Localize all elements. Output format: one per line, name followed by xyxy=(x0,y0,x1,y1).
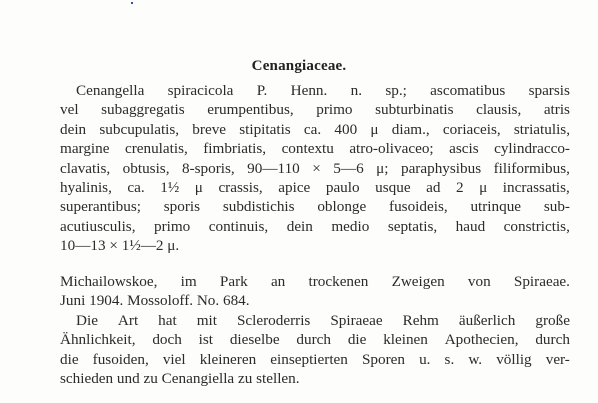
text-line: margine crenulatis, fimbriatis, contextu atro-olivaceo; ascis cylindracco- xyxy=(60,140,570,158)
scan-speck xyxy=(131,2,133,4)
section-heading: Cenangiaceae. xyxy=(251,58,347,74)
species-description-paragraph xyxy=(60,81,570,256)
text-line: acutiusculis, primo continuis, dein medio septatis, haud constrictis, xyxy=(60,217,570,235)
text-line: die fusoiden, viel kleineren einseptierten Sporen u. s. w. völlig ver- xyxy=(60,350,570,368)
text-line: vel subaggregatis erumpentibus, primo subturbinatis clausis, atris xyxy=(60,101,570,119)
text-line: Michailowskoe, im Park an trockenen Zweigen von Spiraeae. xyxy=(60,273,570,290)
text-line: Juni 1904. Mossoloff. No. 684. xyxy=(60,292,250,310)
text-line: Ähnlichkeit, doch ist dieselbe durch die kleinen Apothecien, durch xyxy=(60,331,570,349)
text-line: superantibus; sporis subdistichis oblonge fusoideis, utrinque sub- xyxy=(60,198,570,216)
text-line: hyalinis, ca. 1½ μ crassis, apice paulo usque ad 2 μ incrassatis, xyxy=(60,178,570,196)
text-line: dein subcupulatis, breve stipitatis ca. 400 μ diam., coriaceis, striatulis, xyxy=(60,120,570,138)
text-line: 10—13 × 1½—2 μ. xyxy=(60,237,180,255)
text-line: Cenangella spiracicola P. Henn. n. sp.; ascomatibus sparsis xyxy=(76,82,570,99)
text-line: clavatis, obtusis, 8-sporis, 90—110 × 5—6 μ; paraphysibus filiformibus, xyxy=(60,159,570,177)
locality-paragraph xyxy=(60,272,570,311)
remarks-paragraph xyxy=(60,311,570,389)
text-line: Die Art hat mit Scleroderris Spiraeae Rehm äußerlich große xyxy=(76,312,570,329)
text-line: schieden und zu Cenangiella zu stellen. xyxy=(60,370,300,388)
